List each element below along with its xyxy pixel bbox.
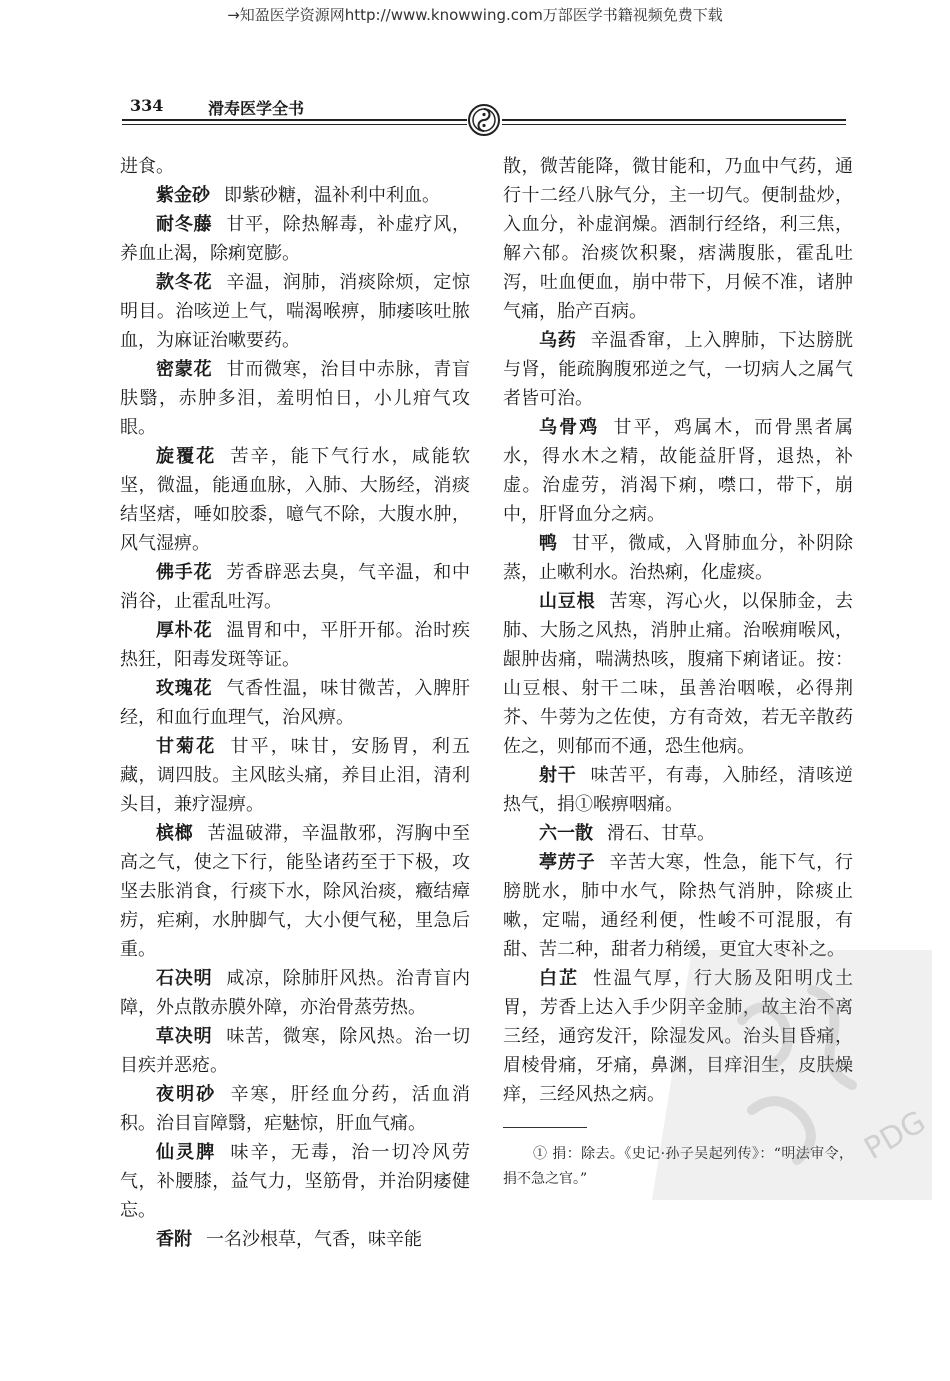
herb-entry [120, 355, 470, 442]
right-column [503, 152, 853, 1192]
footnote: ① 捐：除去。《史记·孙子吴起列传》：“明法审令，捐不急之官。” [503, 1146, 853, 1187]
herb-description: 甘而微寒，治目中赤脉，青盲肤翳，赤肿多泪，羞明怕日，小儿疳气攻眼。 [120, 359, 471, 438]
header-rule [122, 124, 467, 125]
herb-entry [120, 210, 470, 268]
herb-name: 旋覆花 [156, 446, 217, 467]
herb-entry [120, 152, 470, 181]
herb-name: 密蒙花 [156, 359, 213, 380]
herb-description: 苦寒，泻心火，以保肺金，去肺、大肠之风热，消肿止痛。治喉痈喉风，龈肿齿痛，喘满热咳，腹痛下痢诸证。按：山豆根、射干二味，虽善治咽喉，必得荆芥、牛蒡为之佐使，方有奇效，若无辛散药佐之，则郁而不通，恐生他病。 [503, 591, 854, 757]
svg-text:PDG: PDG [858, 1104, 932, 1167]
herb-description: 味苦平，有毒，入肺经，清咳逆热气，捐①喉痹咽痛。 [503, 765, 854, 815]
herb-name: 射干 [539, 765, 577, 786]
header-rule [502, 124, 846, 125]
herb-description: 甘平，除热解毒，补虚疗风，养血止渴，除痢宽膨。 [120, 214, 471, 264]
yin-yang-emblem-icon [467, 103, 501, 137]
book-title: 滑寿医学全书 [208, 99, 305, 118]
herb-description: 甘平，味甘，安肠胃，利五藏，调四肢。主风眩头痛，养目止泪，清利头目，兼疗湿痹。 [120, 736, 471, 815]
herb-entry [120, 1022, 470, 1080]
header-rule [502, 119, 846, 121]
herb-name: 葶苈子 [539, 852, 596, 873]
herb-entry [503, 819, 853, 848]
herb-name: 白芷 [539, 968, 580, 989]
herb-description: 辛苦大寒，性急，能下气，行膀胱水，肺中水气，除热气消肿，除痰止嗽，定喘，通经利便，性峻不可混服，有甜、苦二种，甜者力稍缓，更宜大枣补之。 [503, 852, 854, 960]
herb-entry [120, 732, 470, 819]
herb-description: 苦辛，能下气行水，咸能软坚，微温，能通血脉，入肺、大肠经，消痰结坚痞，唾如胶黍，噫气不除，大腹水肿，风气湿痹。 [120, 446, 471, 554]
herb-name: 草决明 [156, 1026, 213, 1047]
herb-entry [120, 1080, 470, 1138]
herb-name: 六一散 [539, 823, 593, 844]
herb-name: 佛手花 [156, 562, 213, 583]
herb-description: 辛温香窜，上入脾肺，下达膀胱与肾，能疏胸腹邪逆之气，一切病人之属气者皆可治。 [503, 330, 854, 409]
herb-entry [503, 848, 853, 964]
top-banner: →知盈医学资源网http://www.knowwing.com万部医学书籍视频免费下载 [227, 6, 723, 24]
herb-name: 夜明砂 [156, 1084, 217, 1105]
herb-description: 气香性温，味甘微苦，入脾肝经，和血行血理气，治风痹。 [120, 678, 471, 728]
herb-entry [120, 964, 470, 1022]
herb-entry [503, 761, 853, 819]
herb-description: 温胃和中，平肝开郁。治时疾热狂，阳毒发斑等证。 [120, 620, 471, 670]
herb-name: 乌骨鸡 [539, 417, 600, 438]
herb-name: 款冬花 [156, 272, 213, 293]
herb-name: 香附 [156, 1229, 192, 1250]
herb-entry [503, 413, 853, 529]
right-entries [503, 152, 853, 1109]
herb-entry [120, 1138, 470, 1225]
page-number: 334 [130, 96, 164, 115]
herb-entry [120, 1225, 470, 1254]
herb-description: 进食。 [120, 156, 174, 177]
herb-entry [503, 587, 853, 761]
herb-description: 苦温破滞，辛温散邪，泻胸中至高之气，使之下行，能坠诸药至于下极，攻坚去胀消食，行痰下水，除风治痰，癥结瘴疠，疟痢，水肿脚气，大小便气秘，里急后重。 [120, 823, 471, 960]
herb-name: 乌药 [539, 330, 577, 351]
herb-description: 滑石、甘草。 [607, 823, 715, 844]
page-header [122, 96, 846, 136]
herb-name: 耐冬藤 [156, 214, 213, 235]
herb-entry [503, 152, 853, 326]
herb-description: 散，微苦能降，微甘能和，乃血中气药，通行十二经八脉气分，主一切气。便制盐炒，入血分，补虚润燥。酒制行经络，利三焦，解六郁。治痰饮积聚，痞满腹胀，霍乱吐泻，吐血便血，崩中带下，月候不准，诸肿气痛，胎产百病。 [503, 156, 853, 322]
herb-entry [120, 442, 470, 558]
herb-entry [120, 819, 470, 964]
herb-name: 石决明 [156, 968, 213, 989]
herb-name: 仙灵脾 [156, 1142, 217, 1163]
herb-entry [120, 181, 470, 210]
herb-entry [503, 326, 853, 413]
herb-entry [503, 964, 853, 1109]
herb-name: 鸭 [539, 533, 558, 554]
herb-description: 辛温，润肺，消痰除烦，定惊明目。治咳逆上气，喘渴喉痹，肺痿咳吐脓血，为麻证治嗽要药。 [120, 272, 471, 351]
herb-name: 山豆根 [539, 591, 596, 612]
herb-description: 味辛，无毒，治一切冷风劳气，补腰膝，益气力，坚筋骨，并治阴痿健忘。 [120, 1142, 471, 1221]
herb-name: 玫瑰花 [156, 678, 213, 699]
herb-entry [120, 268, 470, 355]
herb-entry [120, 558, 470, 616]
herb-description: 性温气厚，行大肠及阳明戊土胃，芳香上达入手少阴辛金肺，故主治不离三经，通窍发汗，除湿发风。治头目昏痛，眉棱骨痛，牙痛，鼻渊，目痒泪生，皮肤燥痒，三经风热之病。 [503, 968, 854, 1105]
herb-description: 芳香辟恶去臭，气辛温，和中消谷，止霍乱吐泻。 [120, 562, 471, 612]
herb-description: 甘平，鸡属木，而骨黑者属水，得水木之精，故能益肝肾，退热，补虚。治虚劳，消渴下痢，噤口，带下，崩中，肝肾血分之病。 [503, 417, 854, 525]
herb-description: 一名沙根草，气香，味辛能 [206, 1229, 422, 1250]
herb-description: 咸凉，除肺肝风热。治青盲内障，外点散赤膜外障，亦治骨蒸劳热。 [120, 968, 471, 1018]
herb-entry [120, 674, 470, 732]
herb-description: 辛寒，肝经血分药，活血消积。治目盲障翳，疟魅惊，肝血气痛。 [120, 1084, 471, 1134]
herb-description: 即紫砂糖，温补利中利血。 [224, 185, 440, 206]
footnote-rule [503, 1127, 587, 1128]
herb-name: 厚朴花 [156, 620, 213, 641]
herb-description: 甘平，微咸，入肾肺血分，补阴除蒸，止嗽利水。治热痢，化虚痰。 [503, 533, 854, 583]
herb-name: 紫金砂 [156, 185, 210, 206]
left-column [120, 152, 470, 1254]
herb-entry [503, 529, 853, 587]
herb-description: 味苦，微寒，除风热。治一切目疾并恶疮。 [120, 1026, 471, 1076]
herb-name: 槟榔 [156, 823, 194, 844]
header-rule [122, 119, 467, 121]
herb-entry [120, 616, 470, 674]
herb-name: 甘菊花 [156, 736, 217, 757]
